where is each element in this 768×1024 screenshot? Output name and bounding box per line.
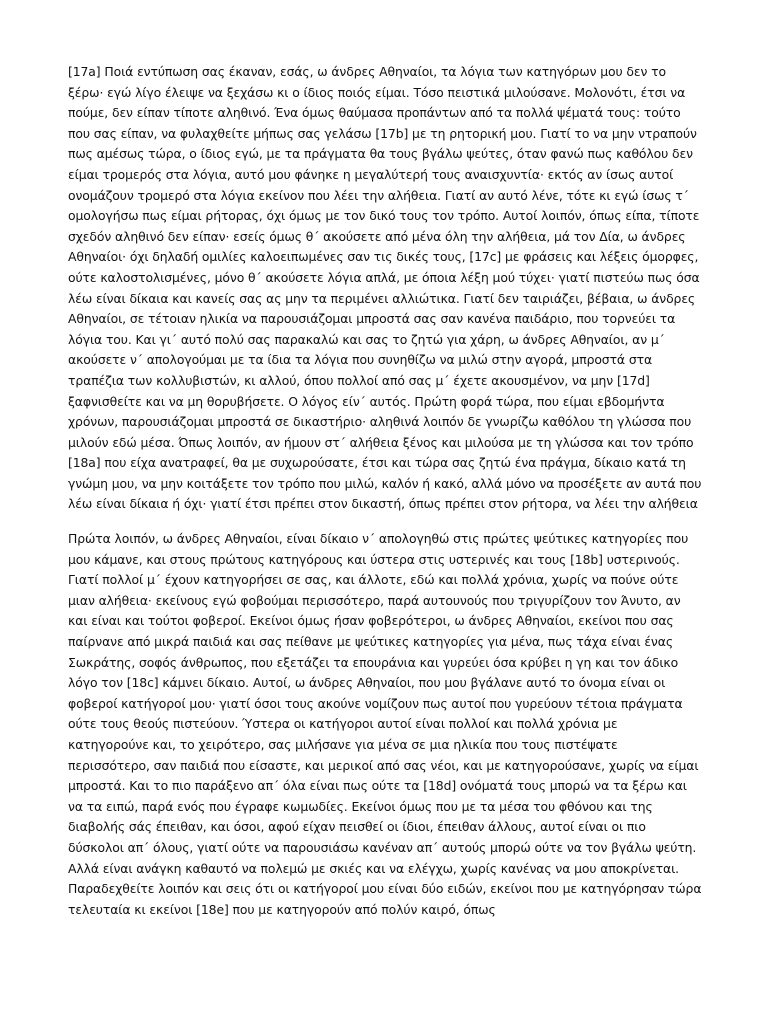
document-page — [68, 62, 702, 920]
paragraph-apology-18a: Πρώτα λοιπόν, ω άνδρες Αθηναίοι, είναι δίκαιο ν΄ απολογηθώ στις πρώτες ψεύτικες κατηγορίες που μου κάμανε, και στους πρώτους κατηγόρους και ύστερα στις υστερινές και τους [18b] υστερινούς. Γιατί πολλοί μ΄ έχουν κατηγορήσει σε σας, και άλλοτε, εδώ και πολλά χρόνια, χωρίς να πούνε ούτε μιαν αλήθεια· εκείνους εγώ φοβούμαι περισσότερο, παρά αυτουνούς που τριγυρίζουν τον Άνυτο, αν και είναι και τούτοι φοβεροί. Εκείνοι όμως ήσαν φοβερότεροι, ω άνδρες Αθηναίοι, εκείνοι που σας παίρνανε από μικρά παιδιά και σας πείθανε με ψεύτικες κατηγορίες για μένα, πως τάχα είναι ένας Σωκράτης, σοφός άνθρωπος, που εξετάζει τα επουράνια και γυρεύει όσα κρύβει η γη και τον άδικο λόγο τον [18c] κάμνει δίκαιο. Αυτοί, ω άνδρες Αθηναίοι, που μου βγάλανε αυτό το όνομα είναι οι φοβεροί κατήγοροί μου· γιατί όσοι τους ακούνε νομίζουν πως αυτοί που γυρεύουν τέτοια πράγματα ούτε τους θεούς πιστεύουν. Ύστερα οι κατήγοροι αυτοί είναι πολλοί και πολλά χρόνια με κατηγορούνε και, το χειρότερο, σας μιλήσανε για μένα σε μια ηλικία που τους πιστέψατε περισσότερο, σαν παιδιά που είσαστε, και μερικοί από σας νέοι, και με κατηγορούσανε, χωρίς να είμαι μπροστά. Και το πιο παράξενο απ΄ όλα είναι πως ούτε τα [18d] ονόματά τους μπορώ να τα ξέρω και να τα ειπώ, παρά ενός που έγραφε κωμωδίες. Εκείνοι όμως που με τα μέσα του φθόνου και της διαβολής σάς έπειθαν, και όσοι, αφού είχαν πεισθεί οι ίδιοι, έπειθαν άλλους, αυτοί είναι οι πιο δύσκολοι απ΄ όλους, γιατί ούτε να παρουσιάσω κανέναν απ΄ αυτούς μπορώ ούτε να τον βγάλω ψεύτη. Αλλά είναι ανάγκη καθαυτό να πολεμώ με σκιές και να ελέγχω, χωρίς κανένας να μου αποκρίνεται. Παραδεχθείτε λοιπόν και σεις ότι οι κατήγοροί μου είναι δύο ειδών, εκείνοι που με κατηγόρησαν τώρα τελευταία κι εκείνοι [18e] που με κατηγορούν από πολύν καιρό, όπως — [68, 531, 702, 917]
paragraph-apology-17a: [17a] Ποιά εντύπωση σας έκαναν, εσάς, ω άνδρες Αθηναίοι, τα λόγια των κατηγόρων μου δεν το ξέρω· εγώ λίγο έλειψε να ξεχάσω κι ο ίδιος ποιός είμαι. Τόσο πειστικά μιλούσανε. Μολονότι, έτσι να πούμε, δεν είπαν τίποτε αληθινό. Ένα όμως θαύμασα προπάντων από τα πολλά ψέματά τους: τούτο που σας είπαν, να φυλαχθείτε μήπως σας γελάσω [17b] με τη ρητορική μου. Γιατί το να μην ντραπούν πως αμέσως τώρα, ο ίδιος εγώ, με τα πράγματα θα τους βγάλω ψεύτες, όταν φανώ πως καθόλου δεν είμαι τρομερός στα λόγια, αυτό μου φάνηκε η μεγαλύτερή τους αναισχυντία· εκτός αν ίσως αυτοί ονομάζουν τρομερό στα λόγια εκείνον που λέει την αλήθεια. Γιατί αν αυτό λένε, τότε κι εγώ ίσως τ΄ ομολογήσω πως είμαι ρήτορας, όχι όμως με τον δικό τους τον τρόπο. Αυτοί λοιπόν, όπως είπα, τίποτε σχεδόν αληθινό δεν είπαν· εσείς όμως θ΄ ακούσετε από μένα όλη την αλήθεια, μά τον Δία, ω άνδρες Αθηναίοι· όχι δηλαδή ομιλίες καλοειπωμένες σαν τις δικές τους, [17c] με φράσεις και λέξεις όμορφες, ούτε καλοστολισμένες, μόνο θ΄ ακούσετε λόγια απλά, με όποια λέξη μού τύχει· γιατί πιστεύω πως όσα λέω είναι δίκαια και κανείς σας ας μην τα περιμένει αλλιώτικα. Γιατί δεν ταιριάζει, βέβαια, ω άνδρες Αθηναίοι, σε τέτοιαν ηλικία να παρουσιάζομαι μπροστά σας σαν κανένα παιδάριο, που τορνεύει τα λόγια του. Και γι΄ αυτό πολύ σας παρακαλώ και σας το ζητώ για χάρη, ω άνδρες Αθηναίοι, αν μ΄ ακούσετε ν΄ απολογούμαι με τα ίδια τα λόγια που συνηθίζω να μιλώ στην αγορά, μπροστά στα τραπέζια των κολλυβιστών, κι αλλού, όπου πολλοί από σας μ΄ έχετε ακουσμένον, να μην [17d] ξαφνισθείτε και να μη θορυβήσετε. Ο λόγος είν΄ αυτός. Πρώτη φορά τώρα, που είμαι εβδομήντα χρόνων, παρουσιάζομαι μπροστά σε δικαστήριο· αληθινά λοιπόν δε γνωρίζω καθόλου τη γλώσσα που μιλούν εδώ μέσα. Όπως λοιπόν, αν ήμουν στ΄ αλήθεια ξένος και μιλούσα με τη γλώσσα και τον τρόπο [18a] που είχα ανατραφεί, θα με συχωρούσατε, έτσι και τώρα σας ζητώ ένα πράγμα, δίκαιο κατά τη γνώμη μου, να μην κοιτάξετε τον τρόπο που μιλώ, καλόν ή κακό, αλλά μόνο να προσέξετε αν αυτά που λέω είναι δίκαια ή όχι· γιατί έτσι πρέπει στον δικαστή, όπως πρέπει στον ρήτορα, να λέει την αλήθεια — [68, 64, 702, 512]
